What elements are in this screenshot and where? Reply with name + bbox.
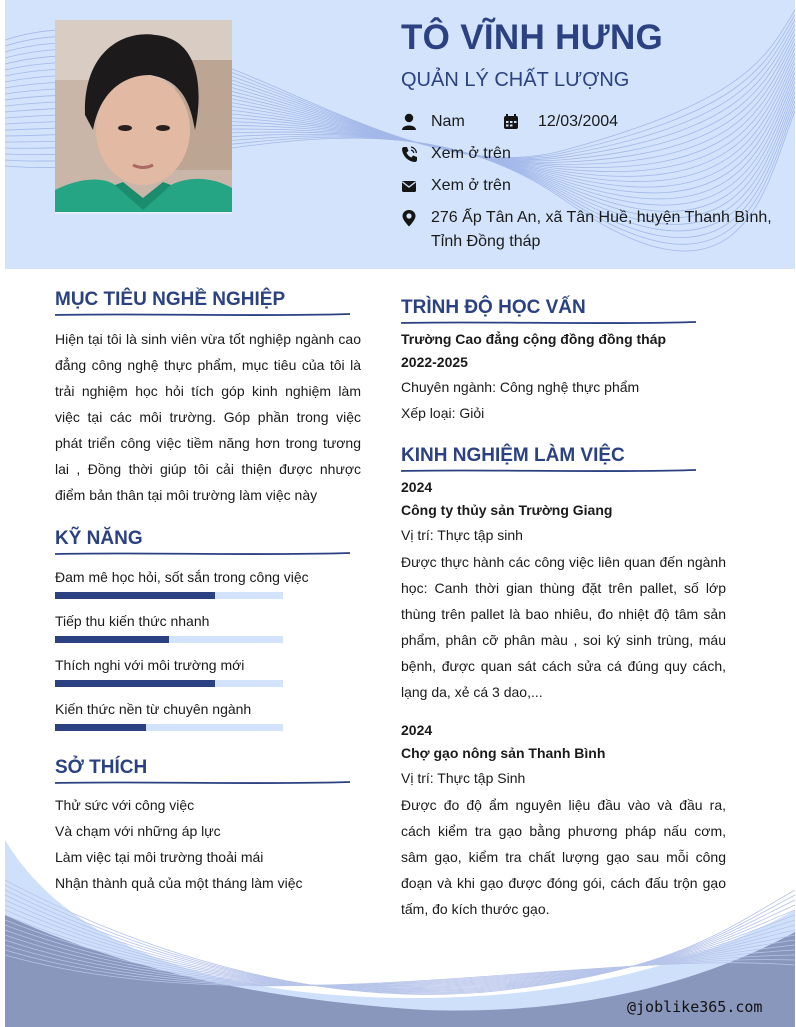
hobbies-heading: SỞ THÍCH	[55, 757, 148, 778]
job-company: Công ty thủy sản Trường Giang	[401, 502, 613, 518]
skill-label: Tiếp thu kiến thức nhanh	[55, 613, 210, 629]
footer-watermark: @joblike365.com	[627, 998, 763, 1016]
cv-header	[5, 0, 795, 269]
experience-heading: KINH NGHIỆM LÀM VIỆC	[401, 445, 625, 466]
calendar-icon	[503, 113, 519, 131]
phone-icon	[401, 145, 417, 163]
skill-bar-fill	[55, 636, 169, 643]
job-description: Được thực hành các công việc liên quan đến ngành học: Canh thời gian thùng đặt trên pallet, số lớp thùng trên pallet là bao nhiêu, đo nhiệt độ tâm sản phẩm, phân cỡ phân màu , soi ký sinh trùng, máu bệnh, được quan sát cách sửa cá đúng quy cách, lạng da, xẻ cá 3 dao,...	[401, 554, 726, 700]
skill-label: Đam mê học hỏi, sốt sắn trong công việc	[55, 569, 309, 585]
phone-value: Xem ở trên	[431, 145, 511, 162]
education-major: Chuyên ngành: Công nghệ thực phẩm	[401, 379, 640, 395]
hobby-item: Làm việc tại môi trường thoải mái	[55, 849, 264, 865]
job-title: QUẢN LÝ CHẤT LƯỢNG	[401, 69, 630, 91]
skill-bar	[55, 592, 283, 599]
skill-label: Thích nghi với môi trường mới	[55, 657, 245, 673]
experience-underline	[401, 468, 701, 474]
cv-page	[5, 0, 795, 1027]
education-years: 2022-2025	[401, 354, 468, 370]
job-description: Được đo độ ẩm nguyên liệu đầu vào và đầu ra, cách kiểm tra gạo bằng phương pháp nấu cơm, sâm gạo, kiểm tra chất lượng gạo sau mỗi công đoạn và khi gạo được đóng gói, cách đấu trộn gạo tấm, đo kích thước gạo.	[401, 797, 726, 917]
hobbies-underline	[55, 780, 355, 786]
education-heading: TRÌNH ĐỘ HỌC VẤN	[401, 297, 586, 318]
address-line-1: 276 Ấp Tân An, xã Tân Huề, huyện Thanh Bình,	[431, 209, 772, 226]
skills-heading: KỸ NĂNG	[55, 528, 143, 549]
education-underline	[401, 320, 701, 326]
hobby-item: Thử sức với công việc	[55, 797, 195, 813]
location-pin-icon	[401, 209, 417, 227]
skill-bar-fill	[55, 680, 215, 687]
email-value: Xem ở trên	[431, 177, 511, 194]
objective-heading: MỤC TIÊU NGHỀ NGHIỆP	[55, 289, 286, 310]
envelope-icon	[401, 177, 417, 195]
job-position: Vị trí: Thực tập Sinh	[401, 770, 526, 786]
user-icon	[401, 113, 417, 131]
profile-photo	[55, 20, 232, 214]
job-year: 2024	[401, 479, 433, 495]
objective-text: Hiện tại tôi là sinh viên vừa tốt nghiệp ngành cao đẳng công nghệ thực phẩm, mục tiêu của tôi là trải nghiệm học hỏi tích góp kinh nghiệm làm việc tại các môi trường. Góp phần trong việc phát triển công việc tiềm năng hơn trong tương lai , Đồng thời giúp tôi cải thiện được nhược điểm bản thân tại môi trường làm việc này	[55, 331, 361, 503]
job-position: Vị trí: Thực tập sinh	[401, 527, 523, 543]
skills-underline	[55, 551, 355, 557]
skill-label: Kiến thức nền từ chuyên ngành	[55, 701, 252, 717]
skill-bar-fill	[55, 724, 146, 731]
gender-value: Nam	[431, 113, 465, 130]
candidate-name: TÔ VĨNH HƯNG	[401, 18, 664, 57]
job-year: 2024	[401, 722, 433, 738]
birthday-value: 12/03/2004	[538, 113, 619, 130]
skill-bar	[55, 724, 283, 731]
skill-bar-fill	[55, 592, 215, 599]
education-rank: Xếp loại: Giỏi	[401, 405, 485, 421]
job-company: Chợ gạo nông sản Thanh Bình	[401, 745, 606, 761]
education-school: Trường Cao đẳng cộng đồng đồng tháp	[401, 331, 667, 347]
objective-underline	[55, 312, 355, 318]
skill-bar	[55, 636, 283, 643]
skill-bar	[55, 680, 283, 687]
address-line-2: Tỉnh Đồng tháp	[431, 233, 541, 250]
hobby-item: Và chạm với những áp lực	[55, 823, 221, 839]
hobby-item: Nhận thành quả của một tháng làm việc	[55, 875, 303, 891]
